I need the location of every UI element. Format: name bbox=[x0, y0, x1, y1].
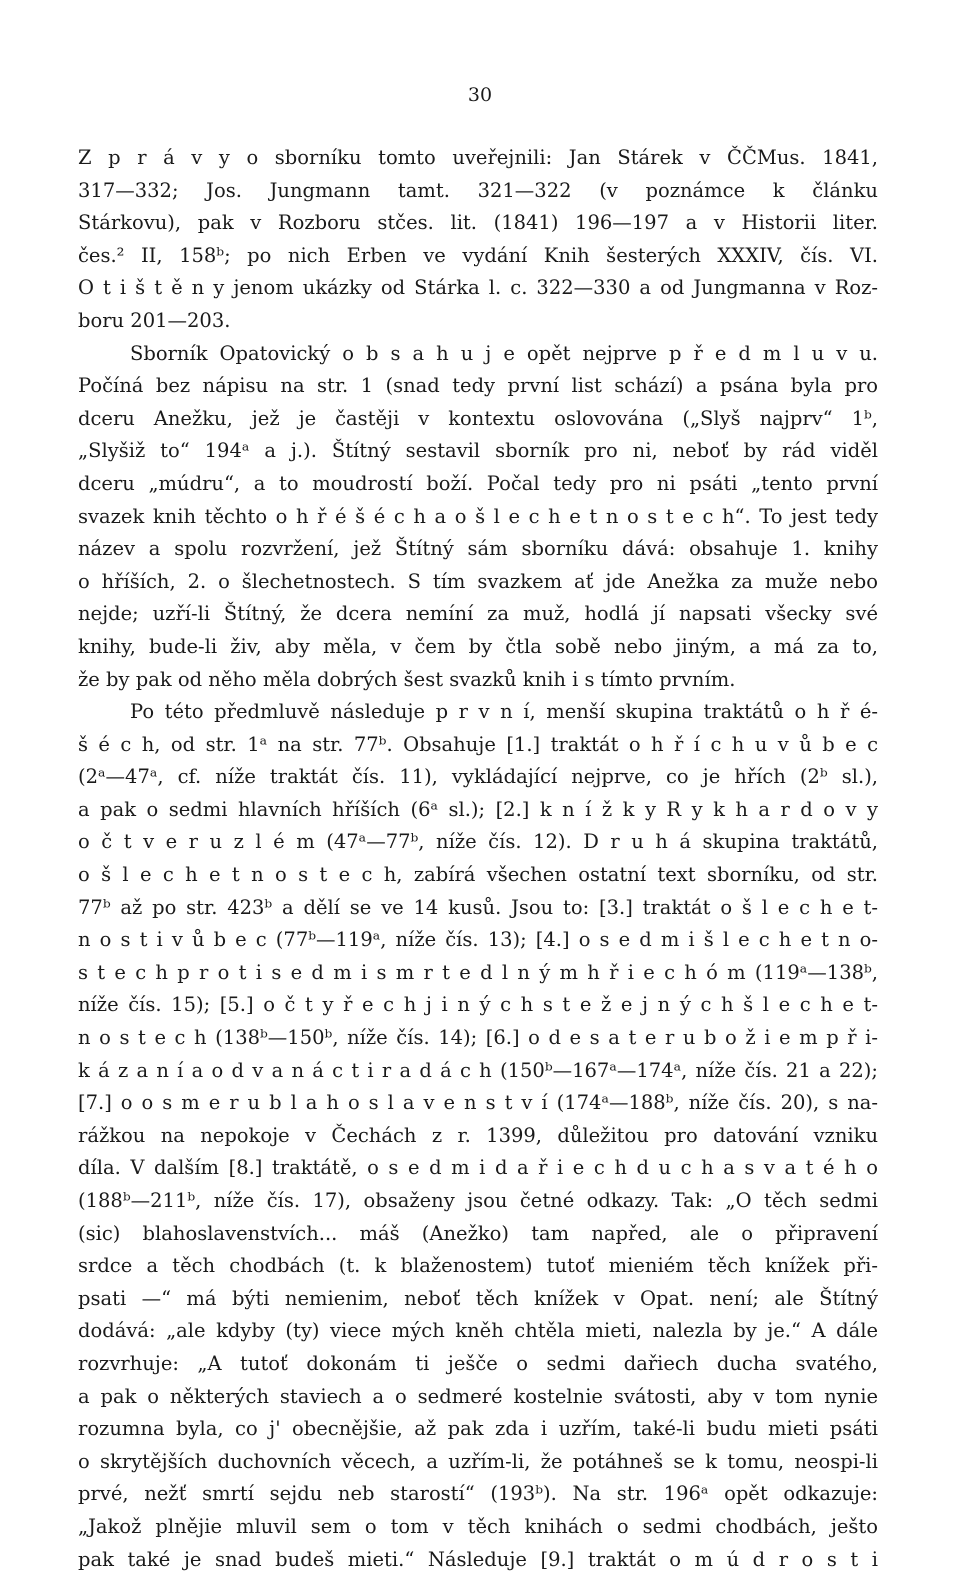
text-line: Sborník Opatovický o b s a h u j e opět nejprve p ř e d m l u v u. bbox=[130, 341, 878, 365]
text-line: n o s t i v ů b e c (77ᵇ—119ᵃ, níže čís. 13); [4.] o s e d m i š l e c h e t n o- bbox=[78, 928, 878, 952]
text-line: (sic) blahoslavenstvích... máš (Anežko) tam napřed, ale o připravení bbox=[78, 1221, 878, 1245]
text-line: díla. V dalším [8.] traktátě, o s e d m i d a ř i e c h d u c h a s v a t é h o bbox=[78, 1156, 878, 1180]
text-line: „Slyšiž to“ 194ᵃ a j.). Štítný sestavil sborník pro ni, neboť by rád viděl bbox=[78, 439, 878, 463]
text-line: o č t v e r u z l é m (47ᵃ—77ᵇ, níže čís. 12). D r u h á skupina traktátů, bbox=[78, 830, 878, 854]
text-line: boru 201—203. bbox=[78, 308, 231, 332]
text-line: rozvrhuje: „A tutoť dokonám ti ješče o sedmi dařiech ducha svatého, bbox=[78, 1351, 878, 1375]
text-line: Stárkovu), pak v Rozboru stčes. lit. (1841) 196—197 a v Historii liter. bbox=[78, 211, 878, 235]
text-line: (188ᵇ—211ᵇ, níže čís. 17), obsaženy jsou četné odkazy. Tak: „O těch sedmi bbox=[78, 1189, 878, 1212]
text-line: „Jakož plnějie mluvil sem o tom v těch knihách o sedmi chodbách, ješto bbox=[78, 1514, 878, 1538]
text-line: a pak o některých staviech a o sedmeré kostelnie svátosti, aby v tom nynie bbox=[78, 1384, 878, 1408]
text-line: s t e c h p r o t i s e d m i s m r t e d l n ý m h ř i e c h ó m (119ᵃ—138ᵇ, bbox=[78, 960, 878, 984]
text-line: a pak o sedmi hlavních hříších (6ᵃ sl.); [2.] k n í ž k y R y k h a r d o v y bbox=[78, 797, 878, 821]
text-line: Počíná bez nápisu na str. 1 (snad tedy první list schází) a psána byla pro bbox=[78, 374, 878, 398]
text-line: k á z a n í a o d v a n á c t i r a d á c h (150ᵇ—167ᵃ—174ᵃ, níže čís. 21 a 22); bbox=[78, 1058, 878, 1082]
text-line: pak také je snad budeš mieti.“ Následuje [9.] traktát o m ú d r o s t i bbox=[78, 1547, 878, 1571]
body-text bbox=[78, 142, 878, 1576]
text-line: o skrytějších duchovních věcech, a uzřím-li, že potáhneš se k tomu, neospi-li bbox=[78, 1449, 878, 1473]
text-line: srdce a těch chodbách (t. k blaženostem) tutoť mieniém těch knížek při- bbox=[78, 1254, 878, 1278]
text-line: Z p r á v y o sborníku tomto uveřejnili: Jan Stárek v ČČMus. 1841, bbox=[78, 146, 878, 169]
text-line: (2ᵃ—47ᵃ, cf. níže traktát čís. 11), vykládající nejprve, co je hřích (2ᵇ sl.), bbox=[78, 765, 878, 789]
text-line: níže čís. 15); [5.] o č t y ř e c h j i n ý c h s t e ž e j n ý c h š l e c h e t- bbox=[78, 993, 878, 1017]
text-line: svazek knih těchto o h ř é š é c h a o š l e c h e t n o s t e c h“. To jest tedy bbox=[78, 504, 878, 528]
text-line: nejde; uzří-li Štítný, že dcera nemíní za muž, hodlá jí napsati všecky své bbox=[78, 602, 878, 626]
text-line: rozumna byla, co j' obecnějšie, až pak zda i uzřím, také-li budu mieti psáti bbox=[78, 1417, 878, 1441]
text-line: O t i š t ě n y jenom ukázky od Stárka l. c. 322—330 a od Jungmanna v Roz- bbox=[78, 276, 878, 300]
text-line: 317—332; Jos. Jungmann tamt. 321—322 (v poznámce k článku bbox=[78, 178, 878, 202]
text-line: [7.] o o s m e r u b l a h o s l a v e n s t v í (174ᵃ—188ᵇ, níže čís. 20), s na- bbox=[78, 1091, 878, 1115]
text-line: dodává: „ale kdyby (ty) viece mých kněh chtěla mieti, nalezla by je.“ A dále bbox=[78, 1319, 878, 1343]
text-line: n o s t e c h (138ᵇ—150ᵇ, níže čís. 14); [6.] o d e s a t e r u b o ž i e m p ř i- bbox=[78, 1026, 878, 1050]
text-line: prvé, nežť smrtí sejdu neb starostí“ (193ᵇ). Na str. 196ᵃ opět odkazuje: bbox=[78, 1482, 878, 1506]
page-number: 30 bbox=[467, 84, 493, 106]
text-line: že by pak od něho měla dobrých šest svazků knih i s tímto prvním. bbox=[78, 667, 736, 691]
text-line: 77ᵇ až po str. 423ᵇ a dělí se ve 14 kusů. Jsou to: [3.] traktát o š l e c h e t- bbox=[78, 895, 878, 919]
text-line: dceru Anežku, jež je častěji v kontextu oslovována („Slyš najprv“ 1ᵇ, bbox=[78, 406, 878, 430]
text-line: psati —“ má býti nemienim, neboť těch knížek v Opat. není; ale Štítný bbox=[78, 1286, 878, 1310]
text-line: dceru „múdru“, a to moudrostí boží. Počal tedy pro ni psáti „tento první bbox=[78, 471, 878, 495]
text-line: čes.² II, 158ᵇ; po nich Erben ve vydání Knih šesterých XXXIV, čís. VI. bbox=[78, 243, 878, 267]
text-line: o š l e c h e t n o s t e c h, zabírá všechen ostatní text sborníku, od str. bbox=[78, 863, 878, 887]
text-line: o hříších, 2. o šlechetnostech. S tím svazkem ať jde Anežka za muže nebo bbox=[78, 569, 878, 593]
text-line: Po této předmluvě následuje p r v n í, menší skupina traktátů o h ř é- bbox=[130, 700, 878, 724]
text-line: š é c h, od str. 1ᵃ na str. 77ᵇ. Obsahuje [1.] traktát o h ř í c h u v ů b e c bbox=[78, 732, 878, 756]
text-line: knihy, bude-li živ, aby měla, v čem by čtla sobě nebo jiným, a má za to, bbox=[78, 634, 878, 658]
text-line: název a spolu rozvržení, jež Štítný sám sborníku dává: obsahuje 1. knihy bbox=[78, 537, 878, 561]
text-line: rážkou na nepokoje v Čechách z r. 1399, důležitou pro datování vzniku bbox=[78, 1123, 878, 1147]
